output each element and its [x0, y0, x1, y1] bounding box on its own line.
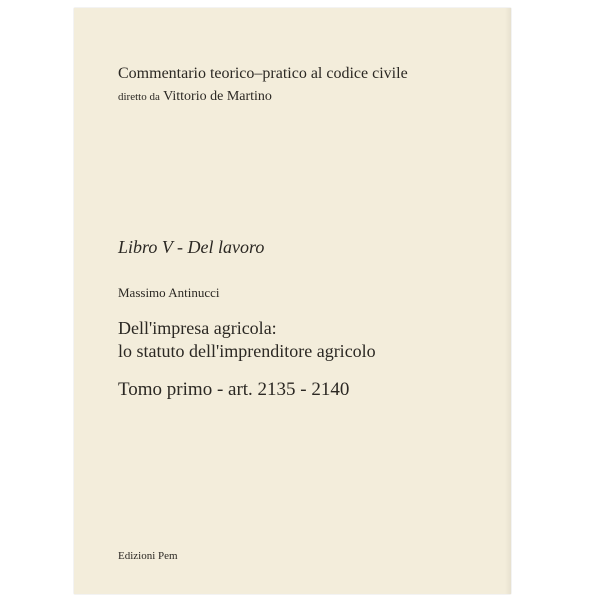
publisher-name: Edizioni Pem [118, 550, 178, 562]
volume-info: Tomo primo - art. 2135 - 2140 [118, 379, 350, 400]
work-title-line-2: lo statuto dell'imprenditore agricolo [118, 341, 376, 361]
series-editor-line [118, 90, 272, 104]
series-title: Commentario teorico–pratico al codice civile [118, 65, 408, 82]
work-title-line-1: Dell'impresa agricola: [118, 318, 277, 338]
series-editor-prefix: diretto da [118, 91, 160, 103]
book-heading: Libro V - Del lavoro [118, 237, 265, 257]
series-editor-name: Vittorio de Martino [163, 89, 272, 104]
author-name: Massimo Antinucci [118, 285, 220, 300]
